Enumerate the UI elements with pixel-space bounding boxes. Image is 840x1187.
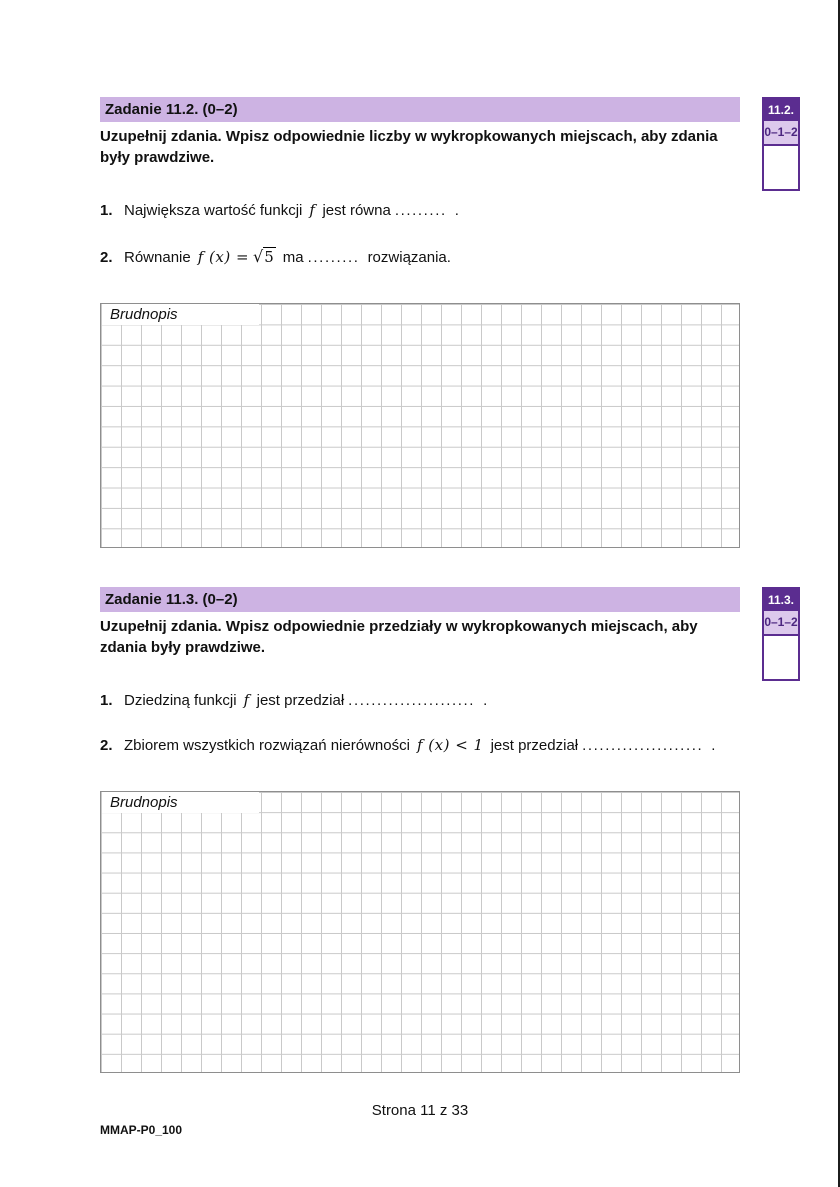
item-number: 1. (100, 202, 113, 219)
item-text: Największa wartość funkcji (124, 202, 303, 219)
task-11-3-header (100, 587, 740, 612)
math-f: f (309, 201, 316, 219)
sentence-period: . (454, 202, 459, 219)
sqrt-radicand: 5 (264, 248, 274, 266)
sqrt-symbol: √ (253, 247, 264, 266)
task-11-3-score-box (762, 587, 800, 681)
item-number: 2. (100, 737, 113, 754)
scratchpad-label: Brudnopis (102, 792, 259, 813)
task-11-2-item-2 (100, 247, 760, 266)
item-text: jest przedział (256, 692, 345, 709)
item-text: jest równa (322, 202, 391, 219)
answer-blank: ...................... (348, 692, 476, 709)
task-11-2-header (100, 97, 740, 122)
task-11-2-score-empty-cell (764, 146, 798, 187)
task-11-2-score-box (762, 97, 800, 191)
task-11-3-item-2 (100, 736, 760, 754)
scratchpad-label: Brudnopis (102, 304, 259, 325)
task-11-3-score-empty-cell (764, 636, 798, 677)
task-11-2-score-id: 11.2. (764, 99, 798, 121)
item-text: Równanie (124, 249, 191, 266)
exam-sheet-code: MMAP-P0_100 (100, 1123, 183, 1137)
math-sqrt (253, 247, 276, 266)
sentence-period: . (483, 692, 488, 709)
item-text: rozwiązania. (367, 249, 451, 266)
item-text: ma (282, 249, 304, 266)
task-11-2-score-scale: 0–1–2 (764, 121, 798, 146)
task-11-3-item-1 (100, 691, 760, 709)
item-text: Zbiorem wszystkich rozwiązań nierówności (124, 737, 410, 754)
task-11-3-score-scale: 0–1–2 (764, 611, 798, 636)
task-11-3-score-id: 11.3. (764, 589, 798, 611)
task-11-2-title: Zadanie 11.2. (0–2) (105, 101, 238, 118)
answer-blank: ......... (394, 202, 447, 219)
answer-blank: ..................... (582, 737, 704, 754)
task-11-2-instruction: Uzupełnij zdania. Wpisz odpowiednie liczby w wykropkowanych miejscach, aby zdania były prawdziwe. (100, 128, 718, 166)
item-number: 2. (100, 249, 113, 266)
math-fx-inequality: f (x) < 1 (416, 736, 484, 754)
task-11-3-scratchpad-grid (100, 791, 740, 1073)
math-f: f (243, 691, 250, 709)
answer-blank: ......... (307, 249, 360, 266)
item-text: Dziedziną funkcji (124, 692, 237, 709)
item-number: 1. (100, 692, 113, 709)
math-fx-equals: f (x) = (197, 248, 250, 266)
task-11-3-title: Zadanie 11.3. (0–2) (105, 591, 238, 608)
task-11-2-item-1 (100, 201, 760, 219)
task-11-3-instruction: Uzupełnij zdania. Wpisz odpowiednie przedziały w wykropkowanych miejscach, aby zdania były prawdziwe. (100, 618, 698, 656)
page-number: Strona 11 z 33 (371, 1102, 469, 1119)
task-11-2-scratchpad-grid (100, 303, 740, 548)
item-text: jest przedział (490, 737, 579, 754)
sentence-period: . (711, 737, 716, 754)
